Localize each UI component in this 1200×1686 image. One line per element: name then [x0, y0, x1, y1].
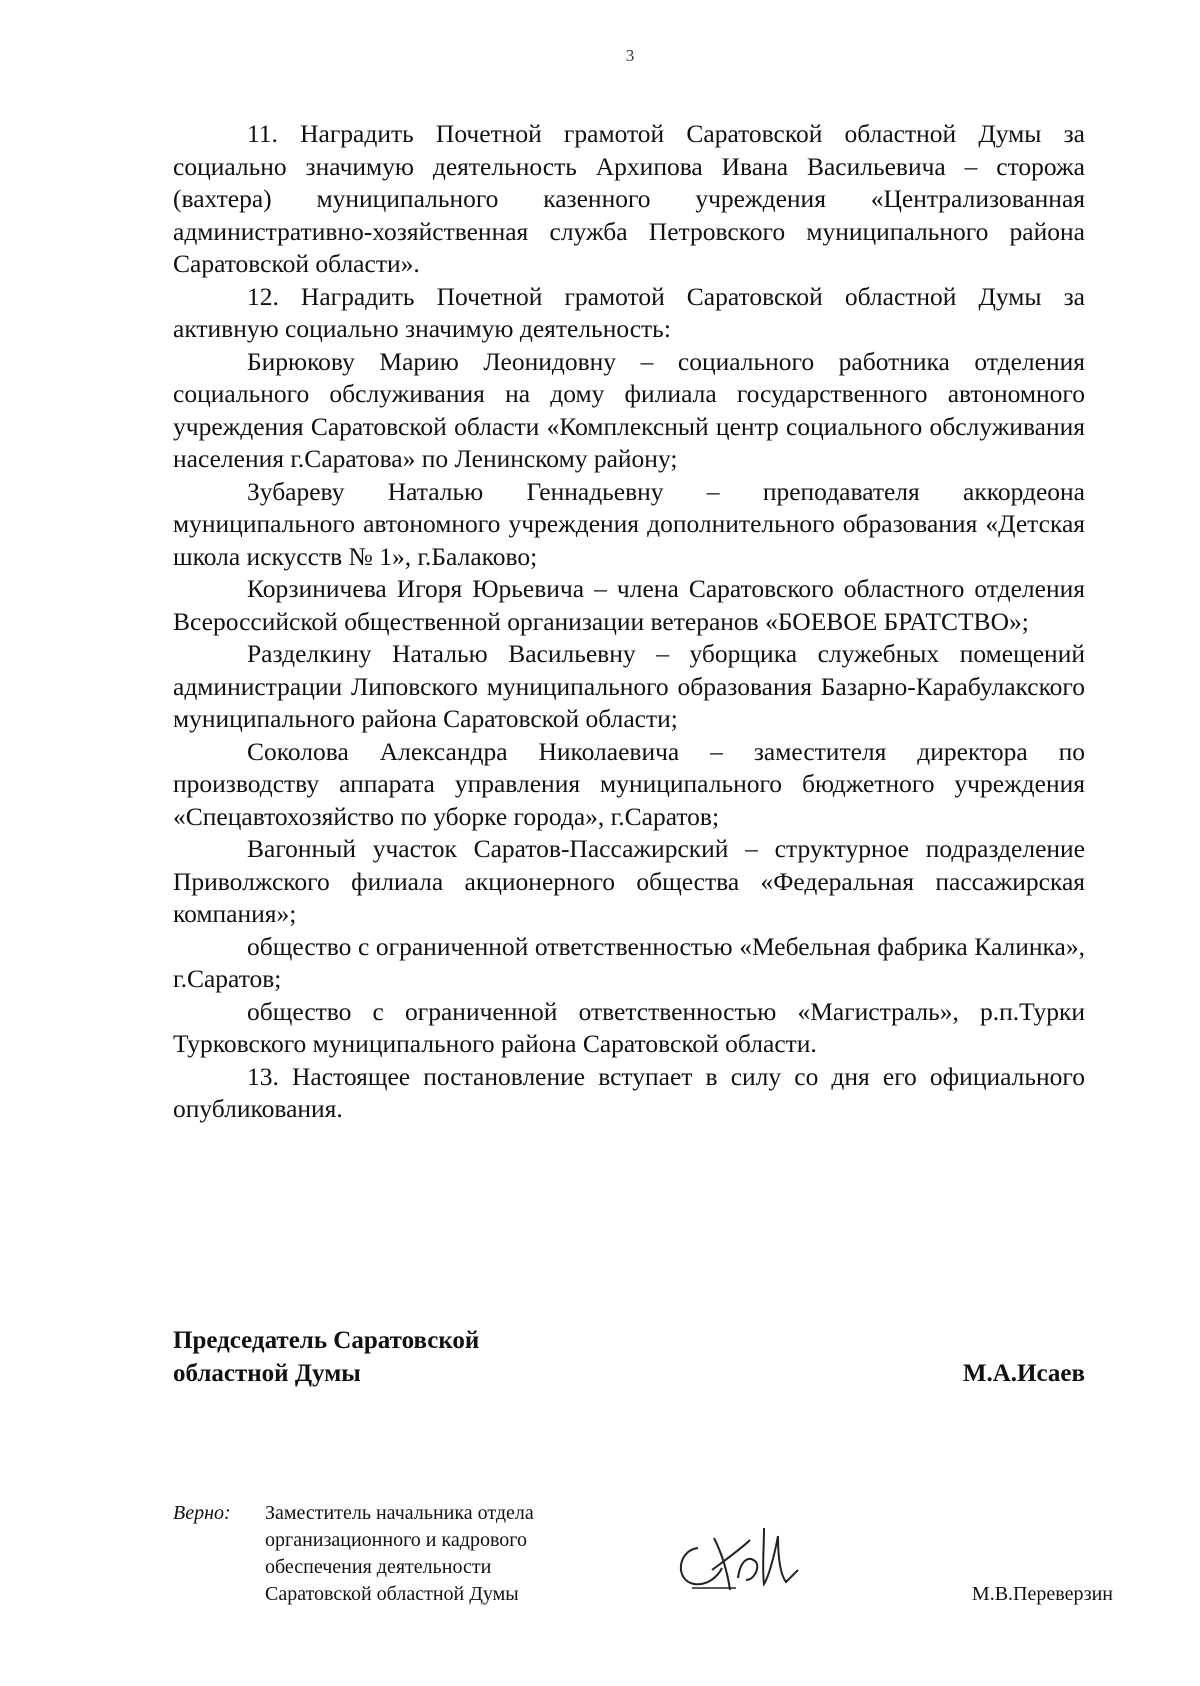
certifier-position-line: обеспечения деятельности — [265, 1556, 492, 1578]
awardee-wagon-section: Вагонный участок Саратов-Пассажирский – структурное подразделение Приволжского филиала акционерного общества «Федеральная пассажирская компания»; — [173, 834, 1085, 928]
certifier-position-line: Саратовской областной Думы — [265, 1583, 519, 1605]
chairman-title-line: областной Думы — [173, 1360, 361, 1387]
awardee-sokolov: Соколова Александра Николаевича – заместителя директора по производству аппарата управления муниципального бюджетного учреждения «Спецавтохозяйство по уборке города», г.Саратов; — [173, 736, 1085, 831]
awardee-razdelkina: Разделкину Наталью Васильевну – уборщика служебных помещений администрации Липовского муниципального образования Базарно-Карабулакского муниципального района Саратовской области; — [173, 639, 1085, 733]
awardee-kalinka: общество с ограниченной ответственностью «Мебельная фабрика Калинка», г.Саратов; — [173, 931, 1085, 993]
handwritten-signature — [668, 1518, 828, 1598]
certifier-position-line: организационного и кадрового — [265, 1529, 527, 1551]
document-body — [173, 118, 1085, 1126]
certifier-name: М.В.Переверзин — [971, 1583, 1113, 1605]
paragraph-item-13: 13. Настоящее постановление вступает в силу со дня его официального опубликования. — [173, 1061, 1085, 1123]
page-number: 3 — [625, 46, 635, 65]
awardee-korzinichev: Корзиничева Игоря Юрьевича – члена Саратовского областного отделения Всероссийской общественной организации ветеранов «БОЕВОЕ БРАТСТВО»; — [173, 574, 1085, 636]
certification-label: Верно: — [173, 1502, 231, 1524]
chairman-title-line: Председатель Саратовской — [173, 1327, 480, 1354]
certification-block — [173, 1500, 1113, 1620]
paragraph-item-11: 11. Наградить Почетной грамотой Саратовской областной Думы за социально значимую деятельность Архипова Ивана Васильевича – сторожа (вахтера) муниципального казенного учреждения «Централизованная административно-хозяйственная служба Петровского муниципального района Саратовской области». — [173, 119, 1085, 278]
awardee-biryukova: Бирюкову Марию Леонидовну – социального работника отделения социального обслуживания на дому филиала государственного автономного учреждения Саратовской области «Комплексный центр социального обслуживания населения г.Саратова» по Ленинскому району; — [173, 346, 1085, 473]
certifier-position-line: Заместитель начальника отдела — [265, 1502, 534, 1524]
certifier-position — [265, 1500, 635, 1608]
chairman-signature-block — [173, 1324, 1085, 1394]
awardee-magistral: общество с ограниченной ответственностью «Магистраль», р.п.Турки Турковского муниципального района Саратовской области. — [173, 996, 1085, 1058]
chairman-name: М.А.Исаев — [962, 1360, 1085, 1387]
awardee-zubareva: Зубареву Наталью Геннадьевну – преподавателя аккордеона муниципального автономного учреждения дополнительного образования «Детская школа искусств № 1», г.Балаково; — [173, 476, 1085, 571]
paragraph-item-12: 12. Наградить Почетной грамотой Саратовской областной Думы за активную социально значимую деятельность: — [173, 281, 1085, 343]
chairman-title — [173, 1324, 479, 1390]
